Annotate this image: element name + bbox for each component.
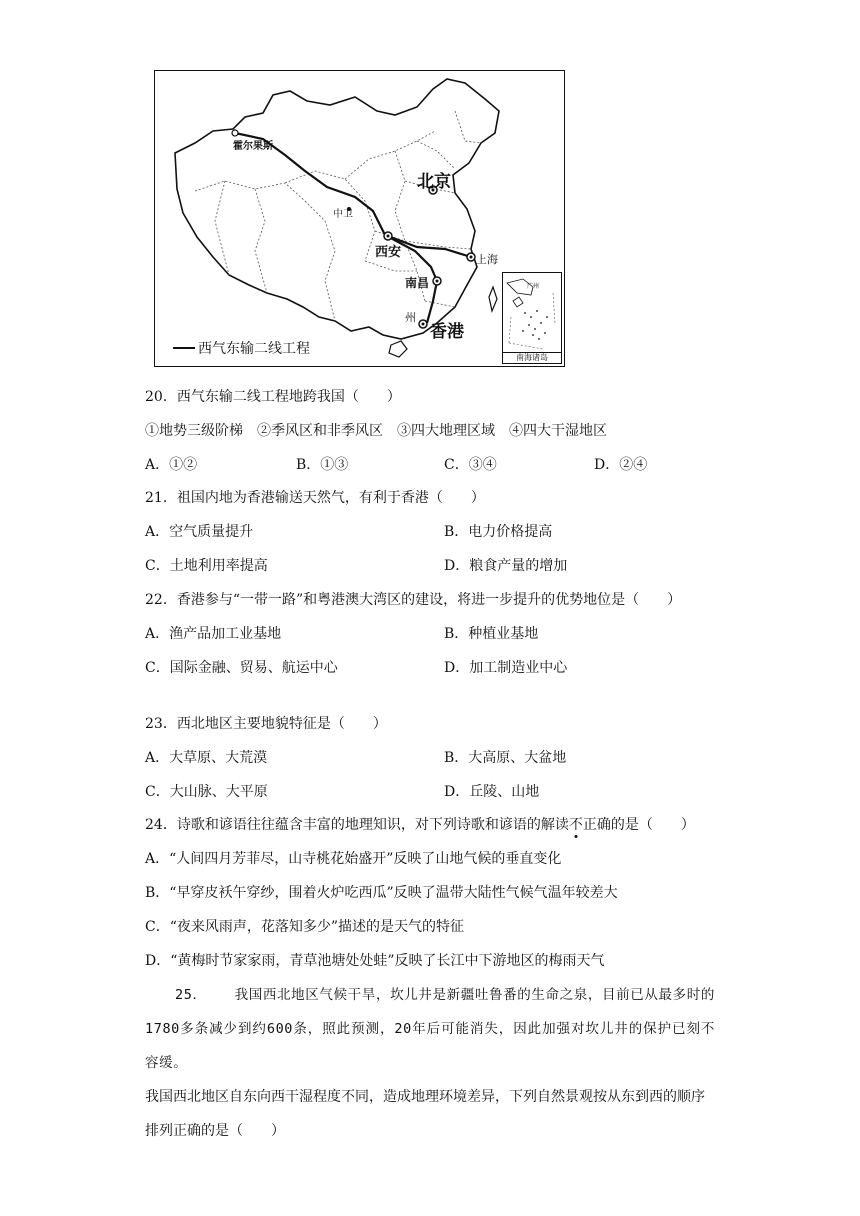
city-marker-huoerguosi xyxy=(232,130,238,136)
label-beijing: 北京 xyxy=(417,172,451,192)
question-24-stem-part2: 正确的是（ ） xyxy=(582,817,695,833)
question-20-stem: 20．西气东输二线工程地跨我国（ ） xyxy=(145,389,401,405)
question-22-option-c[interactable]: C．国际金融、贸易、航运中心 xyxy=(145,660,338,676)
question-24-option-b[interactable]: B．“早穿皮袄午穿纱，围着火炉吃西瓜”反映了温带大陆性气候气温年较差大 xyxy=(145,885,618,901)
legend-line-symbol xyxy=(173,347,195,349)
question-21-option-a[interactable]: A．空气质量提升 xyxy=(145,524,254,540)
question-25-stem: 我国西北地区自东向西干湿程度不同，造成地理环境差异，下列自然景观按从东到西的顺序排列正确的是（ ） xyxy=(145,1089,705,1139)
question-20-statements: ①地势三级阶梯 ②季风区和非季风区 ③四大地理区域 ④四大干湿地区 xyxy=(145,423,607,439)
question-21-option-d[interactable]: D．粮食产量的增加 xyxy=(444,558,568,574)
label-hongkong: 香港 xyxy=(430,322,464,342)
question-24-option-c[interactable]: C．“夜来风雨声，花落知多少”描述的是天气的特征 xyxy=(145,919,465,935)
question-23-stem: 23．西北地区主要地貌特征是（ ） xyxy=(145,716,387,732)
label-zhongwei: 中卫 xyxy=(333,209,353,220)
question-22-option-a[interactable]: A．渔产品加工业基地 xyxy=(145,626,282,642)
question-24-emphasis: 不 xyxy=(568,817,583,833)
map-figure xyxy=(154,70,565,367)
label-huoerguosi: 霍尔果斯 xyxy=(233,141,273,152)
label-nanchang: 南昌 xyxy=(405,276,430,290)
question-21-option-c[interactable]: C．土地利用率提高 xyxy=(145,558,268,574)
question-25-material-text: 我国西北地区气候干旱，坎儿井是新疆吐鲁番的生命之泉，目前已从最多时的1780多条减少到约600条，照此预测，20年后可能消失，因此加强对坎儿井的保护已刻不容缓。 xyxy=(145,987,715,1071)
taiwan-island xyxy=(489,287,497,311)
question-25-number: 25． xyxy=(175,987,207,1003)
question-22-option-b[interactable]: B．种植业基地 xyxy=(444,626,539,642)
question-24-stem-part1: 24．诗歌和谚语往往蕴含丰富的地理知识，对下列诗歌和谚语的解读 xyxy=(145,817,569,833)
question-23-option-b[interactable]: B．大高原、大盆地 xyxy=(444,750,567,766)
label-xian: 西安 xyxy=(375,245,402,260)
question-20-option-b[interactable]: B．①③ xyxy=(296,457,349,473)
label-guangzhou: 州 xyxy=(405,311,416,324)
question-25-material xyxy=(145,978,715,1080)
question-20-option-d[interactable]: D．②④ xyxy=(594,457,648,473)
question-23-option-c[interactable]: C．大山脉、大平原 xyxy=(145,784,268,800)
question-24-option-a[interactable]: A．“人间四月芳菲尽，山寺桃花始盛开”反映了山地气候的垂直变化 xyxy=(145,851,562,867)
map-legend xyxy=(173,338,310,358)
question-20-option-c[interactable]: C．③④ xyxy=(444,457,497,473)
question-23-option-d[interactable]: D．丘陵、山地 xyxy=(444,784,540,800)
legend-text: 西气东输二线工程 xyxy=(198,341,310,357)
question-21-stem: 21．祖国内地为香港输送天然气，有利于香港（ ） xyxy=(145,490,485,506)
inset-label: 南海诸岛 xyxy=(503,352,561,363)
south-china-sea-inset xyxy=(502,272,562,364)
question-24-option-d[interactable]: D．“黄梅时节家家雨，青草池塘处处蛙”反映了长江中下游地区的梅雨天气 xyxy=(145,953,605,969)
label-shanghai: 上海 xyxy=(476,253,498,266)
question-21-option-b[interactable]: B．电力价格提高 xyxy=(444,524,553,540)
question-20-option-a[interactable]: A．①② xyxy=(145,457,198,473)
question-22-stem: 22．香港参与“一带一路”和粤港澳大湾区的建设，将进一步提升的优势地位是（ ） xyxy=(145,592,682,608)
inset-guangzhou: 广州 xyxy=(527,283,540,290)
question-22-option-d[interactable]: D．加工制造业中心 xyxy=(444,660,568,676)
question-23-option-a[interactable]: A．大草原、大荒漠 xyxy=(145,750,268,766)
question-24-stem xyxy=(145,815,695,835)
hainan-island xyxy=(389,341,407,357)
